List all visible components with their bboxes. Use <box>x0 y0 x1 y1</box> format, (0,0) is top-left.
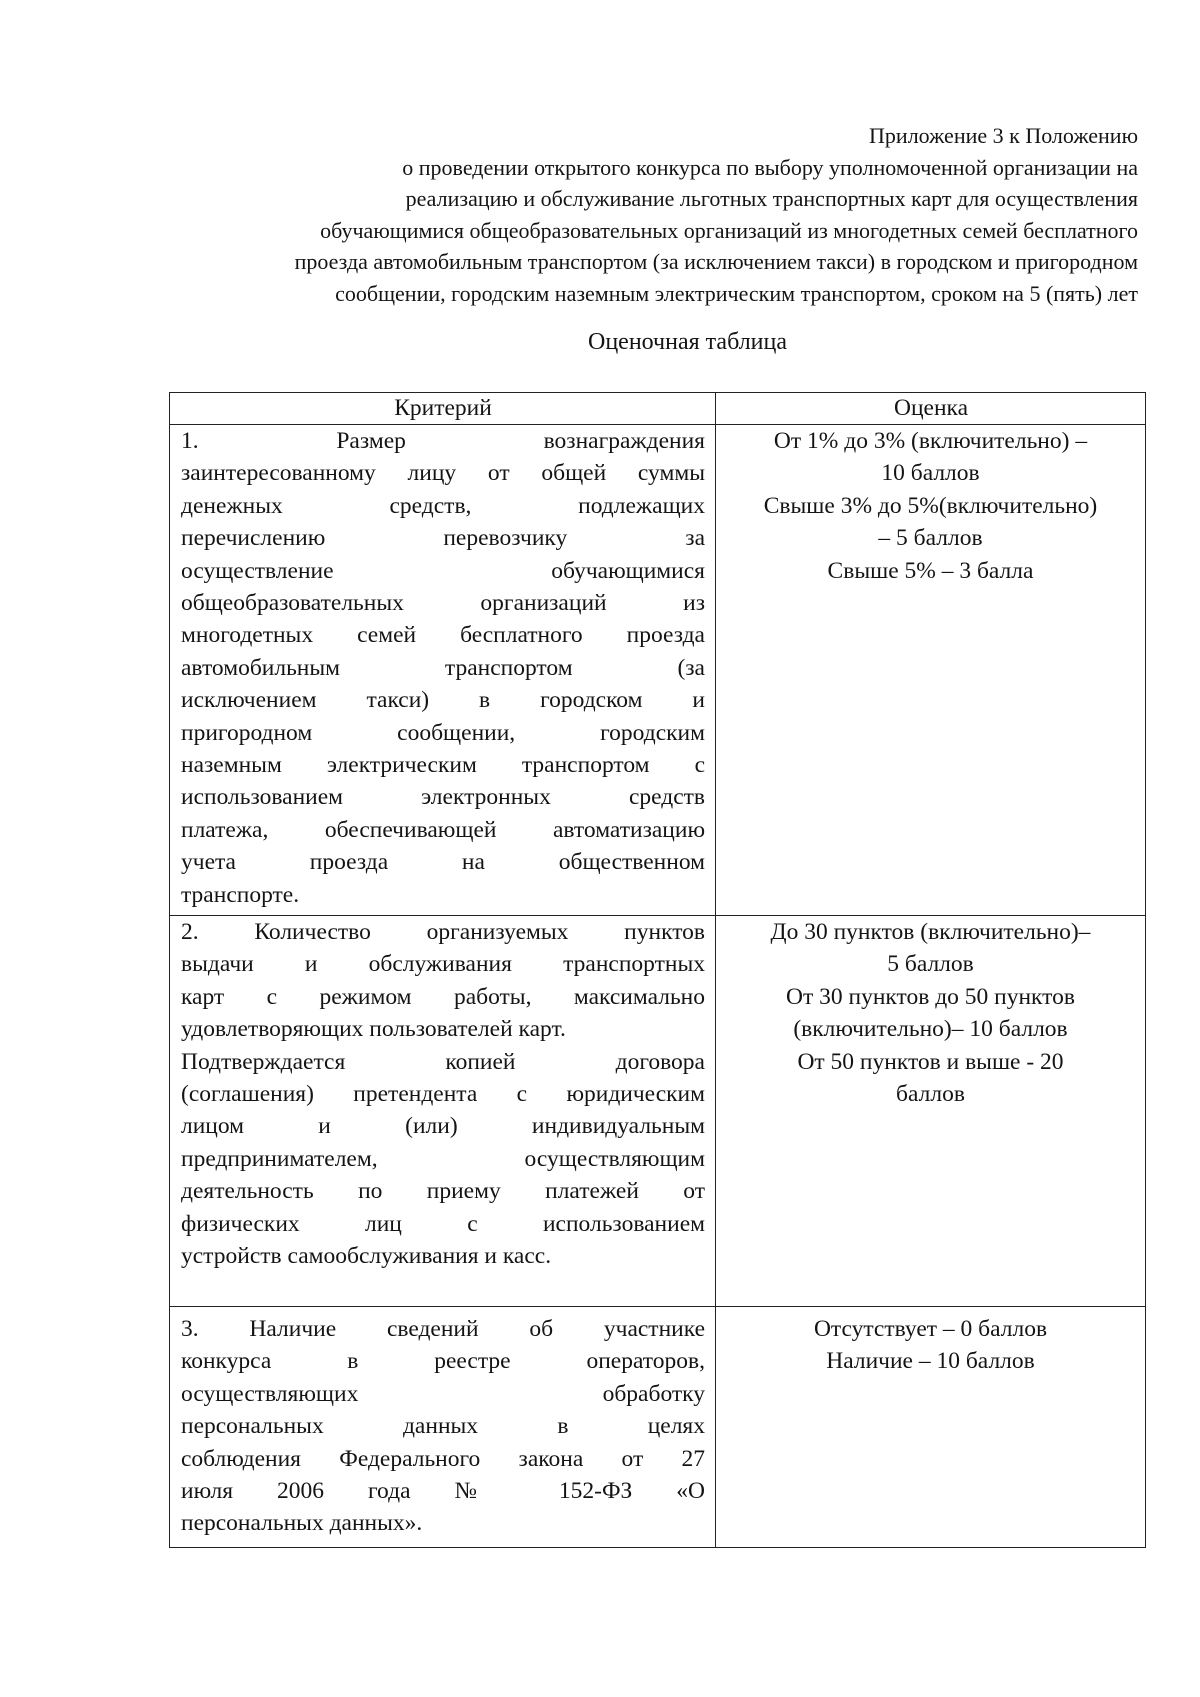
score-line: (включительно)– 10 баллов <box>793 1016 1068 1043</box>
criterion-line: осуществляющих обработку <box>181 1380 705 1407</box>
score-line: До 30 пунктов (включительно)– <box>770 919 1091 945</box>
criterion-line: персональных данных». <box>181 1510 423 1537</box>
criterion-line: осуществление обучающимися <box>181 557 705 584</box>
criterion-line: заинтересованному лицу от общей суммы <box>181 460 705 487</box>
criterion-line: общеобразовательных организаций из <box>181 590 705 617</box>
criterion-line: денежных средств, подлежащих <box>181 492 705 519</box>
table-header-row <box>170 393 1146 425</box>
score-line: 5 баллов <box>887 951 974 978</box>
criterion-line: многодетных семей бесплатного проезда <box>181 622 705 649</box>
criterion-line: лицом и (или) индивидуальным <box>181 1113 705 1140</box>
table-row <box>170 425 1146 916</box>
criterion-line: июля 2006 года № 152-ФЗ «О <box>181 1478 705 1505</box>
criterion-line: деятельность по приему платежей от <box>181 1178 705 1205</box>
appendix-line: реализацию и обслуживание льготных транспортных карт для осуществления <box>405 186 1138 211</box>
score-cell <box>716 425 1146 916</box>
criterion-line: физических лиц с использованием <box>181 1210 705 1237</box>
criterion-line: выдачи и обслуживания транспортных <box>181 951 705 978</box>
criterion-line: пригородном сообщении, городским <box>181 719 705 746</box>
criterion-line: (соглашения) претендента с юридическим <box>181 1081 705 1108</box>
criterion-cell <box>170 1307 716 1548</box>
evaluation-table <box>169 392 1146 1548</box>
criterion-line: Подтверждается копией договора <box>181 1048 705 1075</box>
criterion-line: платежа, обеспечивающей автоматизацию <box>181 816 705 843</box>
criterion-line: 1. Размер вознаграждения <box>181 428 705 454</box>
criterion-cell <box>170 425 716 916</box>
criterion-cell <box>170 916 716 1307</box>
criterion-line: транспорте. <box>181 881 300 908</box>
document-title: Оценочная таблица <box>587 329 788 355</box>
criterion-line: персональных данных в целях <box>181 1413 705 1440</box>
score-line: От 50 пунктов и выше - 20 <box>797 1048 1064 1075</box>
criterion-line: соблюдения Федерального закона от 27 <box>181 1445 705 1472</box>
appendix-line: сообщении, городским наземным электрическим транспортом, сроком на 5 (пять) лет <box>335 280 1138 306</box>
score-cell <box>716 1307 1146 1548</box>
appendix-header <box>150 120 1138 309</box>
criterion-line: 2. Количество организуемых пунктов <box>181 919 705 945</box>
score-line: От 1% до 3% (включительно) – <box>773 428 1088 454</box>
score-line: 10 баллов <box>881 460 980 487</box>
table-row <box>170 916 1146 1307</box>
criterion-line: учета проезда на общественном <box>181 849 705 876</box>
header-score: Оценка <box>716 393 1146 425</box>
criterion-line: исключением такси) в городском и <box>181 687 705 714</box>
score-line: Наличие – 10 баллов <box>826 1348 1035 1375</box>
header-criterion: Критерий <box>170 393 716 425</box>
table-row <box>170 1307 1146 1548</box>
score-line: От 30 пунктов до 50 пунктов <box>786 983 1075 1010</box>
criterion-line: использованием электронных средств <box>181 784 705 811</box>
score-cell <box>716 916 1146 1307</box>
appendix-line: Приложение 3 к Положению <box>869 123 1138 148</box>
criterion-line: карт с режимом работы, максимально <box>181 983 705 1010</box>
criterion-line: 3. Наличие сведений об участнике <box>181 1316 705 1342</box>
criterion-line: предпринимателем, осуществляющим <box>181 1145 705 1172</box>
score-line: Свыше 3% до 5%(включительно) <box>763 492 1098 519</box>
score-line: Отсутствует – 0 баллов <box>813 1316 1048 1342</box>
appendix-line: проезда автомобильным транспортом (за исключением такси) в городском и пригородном <box>294 249 1138 274</box>
criterion-line: удовлетворяющих пользователей карт. <box>181 1016 566 1043</box>
appendix-line: обучающимися общеобразовательных организаций из многодетных семей бесплатного <box>320 217 1138 243</box>
score-line: Свыше 5% – 3 балла <box>827 557 1034 584</box>
criterion-line: конкурса в реестре операторов, <box>181 1348 705 1375</box>
criterion-line: устройств самообслуживания и касс. <box>181 1243 552 1270</box>
score-line: баллов <box>896 1081 965 1108</box>
criterion-line: автомобильным транспортом (за <box>181 654 705 681</box>
appendix-line: о проведении открытого конкурса по выбору уполномоченной организации на <box>402 154 1138 180</box>
criterion-line: наземным электрическим транспортом с <box>181 752 705 779</box>
criterion-line: перечислению перевозчику за <box>181 525 705 552</box>
score-line: – 5 баллов <box>878 525 983 552</box>
